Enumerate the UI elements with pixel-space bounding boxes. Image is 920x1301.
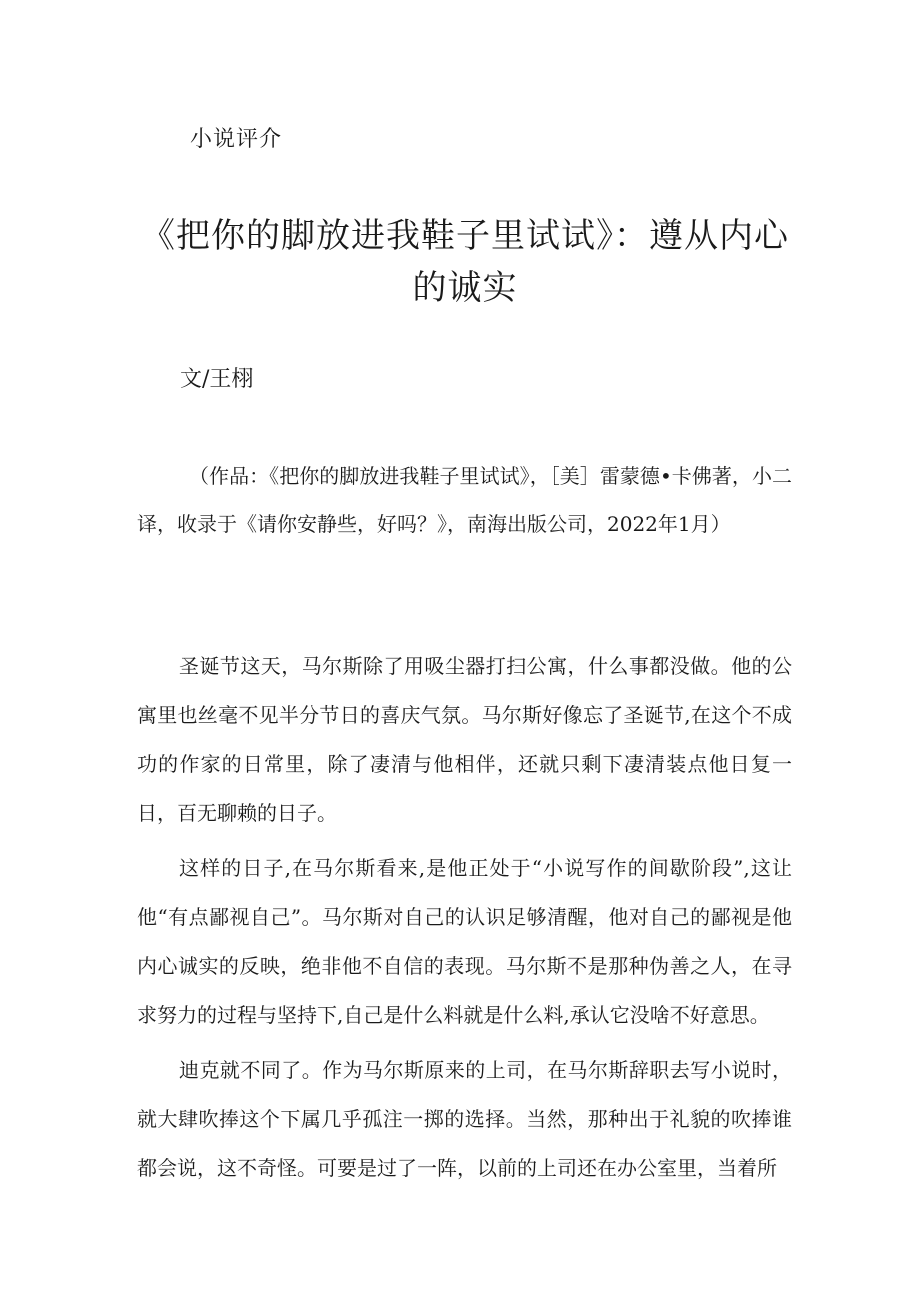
work-info: （作品：《把你的脚放进我鞋子里试试》，［美］雷蒙德•卡佛著，小二译，收录于《请你安静些，好吗？》，南海出版公司，2022年1月） [137, 464, 792, 536]
body-paragraph: 这样的日子,在马尔斯看来,是他正处于“小说写作的间歇阶段”,这让他“有点鄙视自己”。马尔斯对自己的认识足够清醒，他对自己的鄙视是他内心诚实的反映，绝非他不自信的表现。马尔斯不是那种伪善之人，在寻求努力的过程与坚持下,自己是什么料就是什么料,承认它没啥不好意思。 [137, 856, 792, 1027]
article-title: 《把你的脚放进我鞋子里试试》：遵从内心的诚实 [141, 216, 789, 308]
body-paragraph: 圣诞节这天，马尔斯除了用吸尘器打扫公寓，什么事都没做。他的公寓里也丝毫不见半分节日的喜庆气氛。马尔斯好像忘了圣诞节,在这个不成功的作家的日常里，除了凄清与他相伴，还就只剩下凄清装点他日复一日，百无聊赖的日子。 [137, 654, 792, 825]
body-paragraph: 迪克就不同了。作为马尔斯原来的上司，在马尔斯辞职去写小说时，就大肆吹捧这个下属几乎孤注一掷的选择。当然，那种出于礼貌的吹捧谁都会说，这不奇怪。可要是过了一阵，以前的上司还在办公室里，当着所 [137, 1058, 792, 1180]
article-author: 文/王栩 [180, 367, 254, 392]
article-body [137, 642, 792, 1199]
section-label: 小说评介 [190, 127, 283, 152]
